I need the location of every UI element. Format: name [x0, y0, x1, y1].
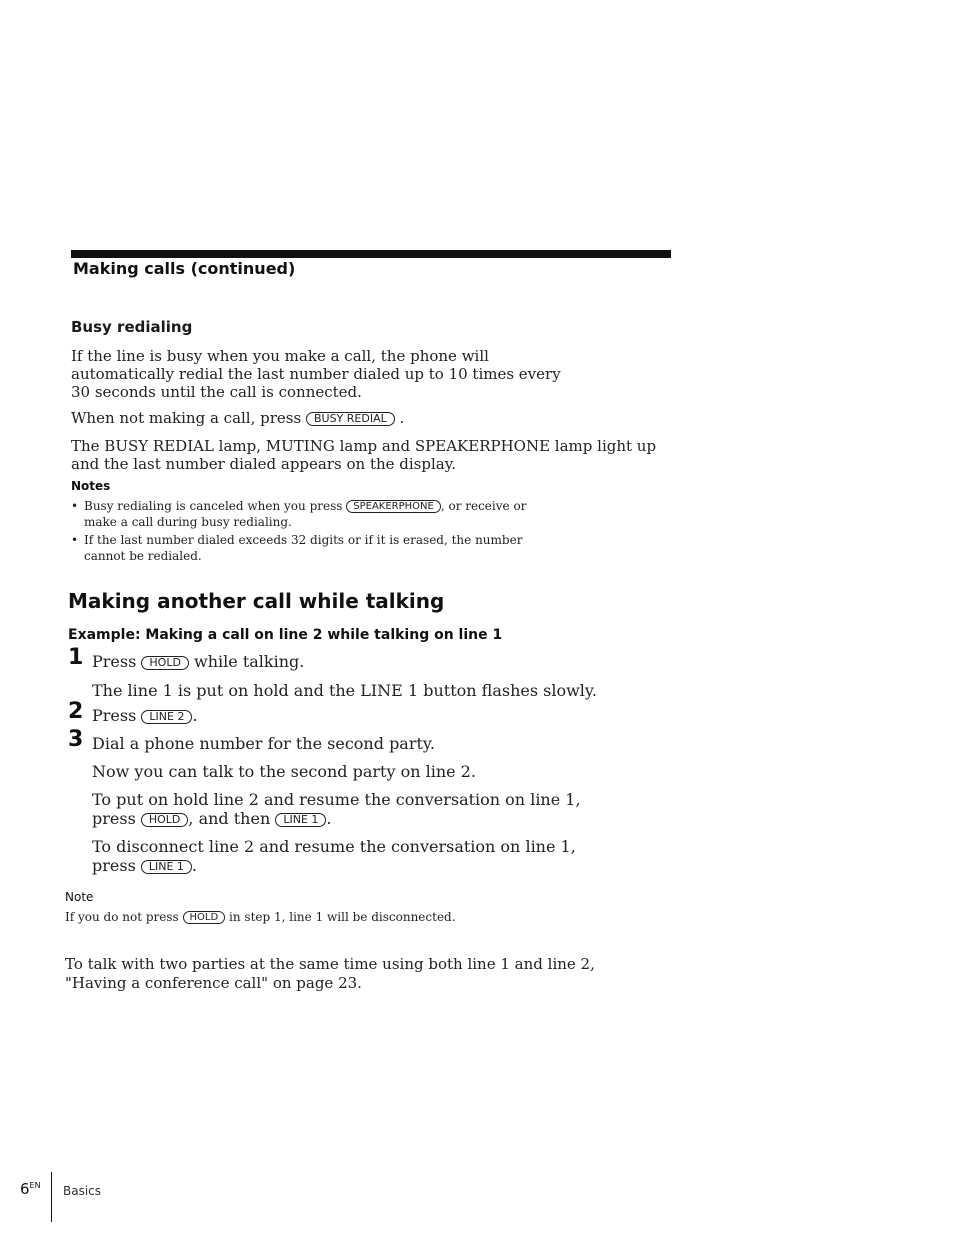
busy-para-2-end: . — [399, 409, 405, 427]
step-1-end: while talking. — [194, 652, 305, 671]
footer-section-label: Basics — [63, 1184, 102, 1198]
note-1-text: Busy redialing is canceled when you press — [84, 499, 343, 513]
note-text-start: If you do not press — [65, 910, 179, 924]
making-another-call-heading: Making another call while talking — [68, 589, 445, 613]
note-item — [71, 498, 561, 530]
step-1-detail: The line 1 is put on hold and the LINE 1 button flashes slowly. — [92, 681, 597, 700]
hold-key: HOLD — [141, 656, 189, 670]
busy-redialing-heading: Busy redialing — [71, 318, 193, 336]
note-text-end: in step 1, line 1 will be disconnected. — [229, 910, 456, 924]
conference-line-2: "Having a conference call" on page 23. — [65, 974, 362, 992]
note-item: • If the last number dialed exceeds 32 digits or if it is erased, the number cannot be redialed. — [71, 532, 561, 564]
step-2-press: Press — [92, 706, 137, 725]
hold-key: HOLD — [141, 813, 189, 827]
section-title: Making calls (continued) — [73, 259, 296, 278]
note-text — [65, 909, 565, 925]
busy-para-3: The BUSY REDIAL lamp, MUTING lamp and SPEAKERPHONE lamp light up and the last number dialed appears on the display. — [71, 437, 657, 473]
footer-divider — [51, 1172, 52, 1222]
step-2-number: 2 — [68, 699, 84, 724]
step-3-detail-3-end: . — [191, 856, 198, 875]
note-1-end: , or receive or make a call during busy redialing. — [84, 499, 527, 529]
step-1-number: 1 — [68, 645, 84, 670]
speakerphone-key: SPEAKERPHONE — [346, 500, 441, 513]
step-3-number: 3 — [68, 727, 84, 752]
step-3-detail-3-text: To disconnect line 2 and resume the conversation on line 1, press — [92, 837, 576, 875]
example-heading: Example: Making a call on line 2 while talking on line 1 — [68, 627, 503, 643]
busy-para-2-text: When not making a call, press — [71, 409, 302, 427]
line-2-key: LINE 2 — [141, 710, 192, 724]
line-1-key: LINE 1 — [141, 860, 192, 874]
section-rule — [71, 250, 671, 258]
step-2-text — [92, 706, 198, 725]
step-3-detail-2-text: To put on hold line 2 and resume the conversation on line 1, press — [92, 790, 581, 828]
busy-para-1: If the line is busy when you make a call, the phone will automatically redial the last number dialed up to 10 times every 30 seconds until the call is connected. — [71, 347, 561, 401]
conference-line-1: To talk with two parties at the same time using both line 1 and line 2, — [65, 955, 595, 973]
step-3-detail-2-mid: , and then — [188, 809, 271, 828]
step-3-detail-3 — [92, 837, 612, 875]
step-1-text — [92, 652, 304, 671]
step-3-detail-2 — [92, 790, 612, 828]
step-3-text: Dial a phone number for the second party. — [92, 734, 435, 753]
step-2-end: . — [192, 706, 198, 725]
busy-para-2 — [71, 409, 631, 427]
hold-key: HOLD — [183, 911, 226, 924]
page-number-value: 6 — [20, 1180, 30, 1198]
page-number-suffix: EN — [29, 1181, 41, 1190]
notes-list — [71, 498, 561, 564]
busy-redial-key: BUSY REDIAL — [306, 412, 395, 426]
step-3-detail-2-end: . — [326, 809, 332, 828]
step-1-press: Press — [92, 652, 137, 671]
line-1-key: LINE 1 — [275, 813, 326, 827]
notes-heading: Notes — [71, 479, 111, 493]
page-number — [20, 1180, 41, 1198]
step-3-detail-1: Now you can talk to the second party on line 2. — [92, 762, 476, 781]
note-heading: Note — [65, 890, 94, 904]
